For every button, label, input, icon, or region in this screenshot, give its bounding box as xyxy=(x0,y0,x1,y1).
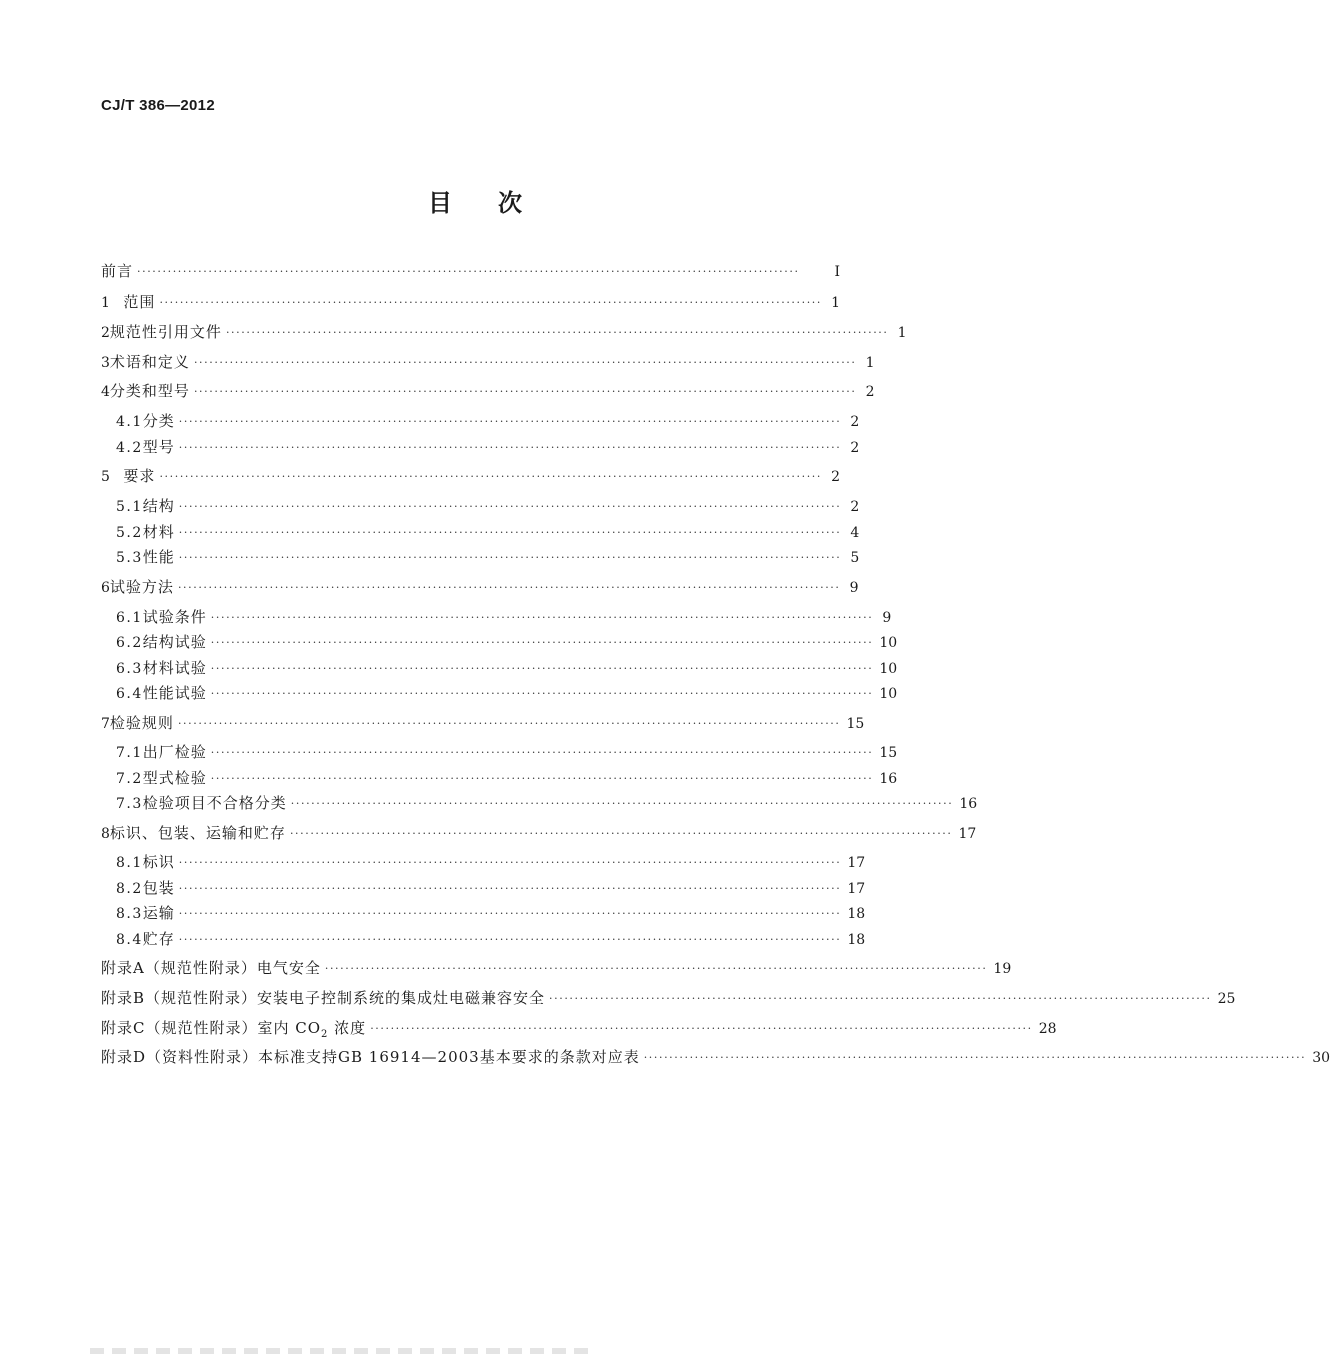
toc-page-number: 10 xyxy=(879,661,898,677)
toc-page-number: 2 xyxy=(850,414,860,430)
toc-page-number: 2 xyxy=(850,499,860,515)
toc-entry[interactable] xyxy=(101,682,898,704)
toc-entry-label: 要求 xyxy=(123,467,156,485)
toc-dot-leader: ·································································································································· xyxy=(178,500,842,513)
toc-page-number: 19 xyxy=(993,961,1012,977)
toc-entry-number: 5.2 xyxy=(116,525,143,541)
toc-entry[interactable] xyxy=(101,436,860,458)
toc-page-number: 5 xyxy=(850,550,860,566)
toc-entry-label: 出厂检验 xyxy=(142,743,207,761)
toc-entry-number: 7.1 xyxy=(116,745,143,761)
toc-page-number: 17 xyxy=(847,855,866,871)
toc-entry-number: 7.3 xyxy=(116,796,143,812)
toc-page-number: 9 xyxy=(849,580,859,596)
toc-page-number: 25 xyxy=(1217,991,1236,1007)
toc-entry-label: 标识 xyxy=(142,853,175,871)
toc-entry-label: 范围 xyxy=(123,293,156,311)
toc-entry-label: 性能试验 xyxy=(142,684,207,702)
toc-entry-number: 3 xyxy=(101,355,110,371)
toc-entry-number: 8 xyxy=(101,826,110,842)
toc-page-number: 16 xyxy=(879,771,898,787)
toc-entry-number: 5 xyxy=(101,469,110,485)
toc-entry-number: 8.4 xyxy=(116,932,143,948)
toc-appendix-entry[interactable] xyxy=(101,1017,1057,1040)
toc-page-number: 28 xyxy=(1038,1021,1057,1037)
toc-entry[interactable] xyxy=(101,631,898,653)
toc-entry[interactable] xyxy=(101,351,875,373)
toc-dot-leader: ·································································································································· xyxy=(178,551,842,564)
toc-dot-leader: ·································································································································· xyxy=(178,933,842,946)
toc-entry-number: 附录C（规范性附录） xyxy=(101,1019,258,1037)
toc-entry-label: 分类 xyxy=(142,412,175,430)
toc-page-number: Ⅰ xyxy=(834,264,840,280)
toc-entry-label: 分类和型号 xyxy=(109,382,190,400)
toc-dot-leader: ·································································································································· xyxy=(178,907,842,920)
toc-appendix-entry[interactable] xyxy=(101,957,1012,979)
toc-entry-number: 7.2 xyxy=(116,771,143,787)
toc-entry-number: 6.1 xyxy=(116,610,143,626)
toc-page-number: 9 xyxy=(882,610,892,626)
toc-entry-label: 试验条件 xyxy=(142,608,207,626)
toc-entry-number: 1 xyxy=(101,295,110,311)
toc-entry-label: 检验项目不合格分类 xyxy=(142,794,287,812)
toc-appendix-entry[interactable] xyxy=(101,1046,1330,1068)
toc-entry-number: 附录D（资料性附录） xyxy=(101,1048,259,1066)
toc-dot-leader: ·································································································································· xyxy=(193,356,857,369)
toc-dot-leader: ·································································································································· xyxy=(289,827,953,840)
toc-dot-leader: ·································································································································· xyxy=(178,415,842,428)
toc-dot-leader: ·································································································································· xyxy=(370,1022,1033,1035)
toc-entry[interactable] xyxy=(101,546,860,568)
toc-entry-label: 电气安全 xyxy=(256,959,321,977)
toc-dot-leader: ·································································································································· xyxy=(643,1051,1307,1064)
toc-entry-label: 运输 xyxy=(142,904,175,922)
toc-entry-number: 4.2 xyxy=(116,440,143,456)
toc-dot-leader: ·································································································································· xyxy=(210,746,874,759)
toc-entry-number: 8.3 xyxy=(116,906,143,922)
toc-entry-label: 本标准支持GB 16914—2003基本要求的条款对应表 xyxy=(258,1048,640,1066)
toc-entry-label: 贮存 xyxy=(142,930,175,948)
toc-entry-label: 结构试验 xyxy=(142,633,207,651)
toc-dot-leader: ·································································································································· xyxy=(178,882,842,895)
toc-entry-label: 前言 xyxy=(101,262,134,280)
toc-dot-leader: ·································································································································· xyxy=(210,687,874,700)
toc-entry-number: 2 xyxy=(101,325,110,341)
toc-entry[interactable] xyxy=(101,576,859,598)
toc-page-number: 17 xyxy=(847,881,866,897)
toc-page-number: 15 xyxy=(846,716,865,732)
toc-entry-number: 7 xyxy=(101,716,110,732)
toc-entry[interactable] xyxy=(101,260,840,282)
toc-dot-leader: ·································································································································· xyxy=(159,296,822,309)
toc-entry[interactable] xyxy=(101,902,866,924)
toc-page-number: 18 xyxy=(847,906,866,922)
toc-entry[interactable] xyxy=(101,521,860,543)
toc-entry-label-part: 室内 CO xyxy=(257,1019,322,1037)
toc-dot-leader: ·································································································································· xyxy=(210,772,874,785)
toc-entry-label: 结构 xyxy=(142,497,175,515)
toc-dot-leader: ·································································································································· xyxy=(210,662,874,675)
toc-page-number: 1 xyxy=(831,295,840,311)
toc-entry-number: 8.1 xyxy=(116,855,143,871)
toc-entry-number: 6.2 xyxy=(116,635,143,651)
toc-entry[interactable] xyxy=(101,606,892,628)
toc-entry-label: 检验规则 xyxy=(109,714,174,732)
toc-dot-leader: ·································································································································· xyxy=(178,526,842,539)
toc-entry-number: 6 xyxy=(101,580,110,596)
toc-page-number: 17 xyxy=(958,826,977,842)
toc-entry-label: 试验方法 xyxy=(109,578,174,596)
toc-entry[interactable] xyxy=(101,712,865,734)
document-code: CJ/T 386—2012 xyxy=(101,97,215,114)
toc-page-number: 10 xyxy=(879,686,898,702)
faded-footer-text xyxy=(90,1348,590,1354)
toc-entry-label: 安装电子控制系统的集成灶电磁兼容安全 xyxy=(257,989,546,1007)
toc-page-number: 2 xyxy=(865,384,875,400)
toc-entry[interactable] xyxy=(101,495,860,517)
page-title: 目次 xyxy=(428,189,568,217)
toc-entry-number: 6.4 xyxy=(116,686,143,702)
toc-entry-label-subscript: 2 xyxy=(321,1029,329,1040)
toc-entry-number: 8.2 xyxy=(116,881,143,897)
toc-page-number: 4 xyxy=(850,525,860,541)
toc-entry[interactable] xyxy=(101,792,978,814)
toc-entry[interactable] xyxy=(101,321,907,343)
toc-dot-leader: ·································································································································· xyxy=(290,797,954,810)
toc-entry[interactable] xyxy=(101,877,866,899)
toc-entry-number: 4.1 xyxy=(116,414,143,430)
toc-entry[interactable] xyxy=(101,928,866,950)
toc-entry-number: 6.3 xyxy=(116,661,143,677)
toc-dot-leader: ·································································································································· xyxy=(210,636,874,649)
toc-dot-leader: ·································································································································· xyxy=(178,441,842,454)
toc-entry[interactable] xyxy=(101,465,840,487)
toc-entry[interactable] xyxy=(101,380,875,402)
toc-entry-label: 材料 xyxy=(142,523,175,541)
toc-entry-number: 5.3 xyxy=(116,550,143,566)
toc-page-number: 1 xyxy=(865,355,875,371)
toc-dot-leader: ·································································································································· xyxy=(137,265,800,278)
toc-dot-leader: ·································································································································· xyxy=(324,962,988,975)
toc-entry[interactable] xyxy=(101,851,866,873)
toc-entry[interactable] xyxy=(101,741,898,763)
toc-entry[interactable] xyxy=(101,657,898,679)
toc-page-number: 16 xyxy=(959,796,978,812)
toc-entry[interactable] xyxy=(101,291,840,313)
toc-entry[interactable] xyxy=(101,822,977,844)
toc-page-number: 2 xyxy=(831,469,840,485)
toc-entry[interactable] xyxy=(101,767,898,789)
toc-dot-leader: ·································································································································· xyxy=(193,385,857,398)
toc-page-number: 18 xyxy=(847,932,866,948)
toc-dot-leader: ·································································································································· xyxy=(159,470,822,483)
toc-dot-leader: ·································································································································· xyxy=(178,856,842,869)
toc-dot-leader: ·································································································································· xyxy=(225,326,889,339)
toc-entry-number: 附录A（规范性附录） xyxy=(101,959,257,977)
toc-page-number: 30 xyxy=(1312,1050,1330,1066)
toc-entry-label xyxy=(257,1017,366,1046)
toc-entry-label: 材料试验 xyxy=(142,659,207,677)
toc-page-number: 15 xyxy=(879,745,898,761)
toc-entry-label-part: 浓度 xyxy=(328,1019,367,1037)
toc-dot-leader: ·································································································································· xyxy=(177,717,841,730)
toc-dot-leader: ·································································································································· xyxy=(210,611,874,624)
toc-entry-label: 包装 xyxy=(142,879,175,897)
toc-entry-label: 标识、包装、运输和贮存 xyxy=(109,824,286,842)
toc-entry-number: 5.1 xyxy=(116,499,143,515)
toc-entry-label: 术语和定义 xyxy=(109,353,190,371)
toc-entry-number: 附录B（规范性附录） xyxy=(101,989,258,1007)
toc-entry-label: 性能 xyxy=(142,548,175,566)
toc-dot-leader: ·································································································································· xyxy=(177,581,841,594)
toc-page-number: 10 xyxy=(879,635,898,651)
toc-entry-number: 4 xyxy=(101,384,110,400)
toc-appendix-entry[interactable] xyxy=(101,987,1236,1009)
toc-entry[interactable] xyxy=(101,410,860,432)
toc-dot-leader: ·································································································································· xyxy=(549,992,1212,1005)
toc-page-number: 1 xyxy=(897,325,907,341)
toc-entry-label: 型号 xyxy=(142,438,175,456)
toc-entry-label: 型式检验 xyxy=(142,769,207,787)
toc-page-number: 2 xyxy=(850,440,860,456)
toc-entry-label: 规范性引用文件 xyxy=(109,323,222,341)
